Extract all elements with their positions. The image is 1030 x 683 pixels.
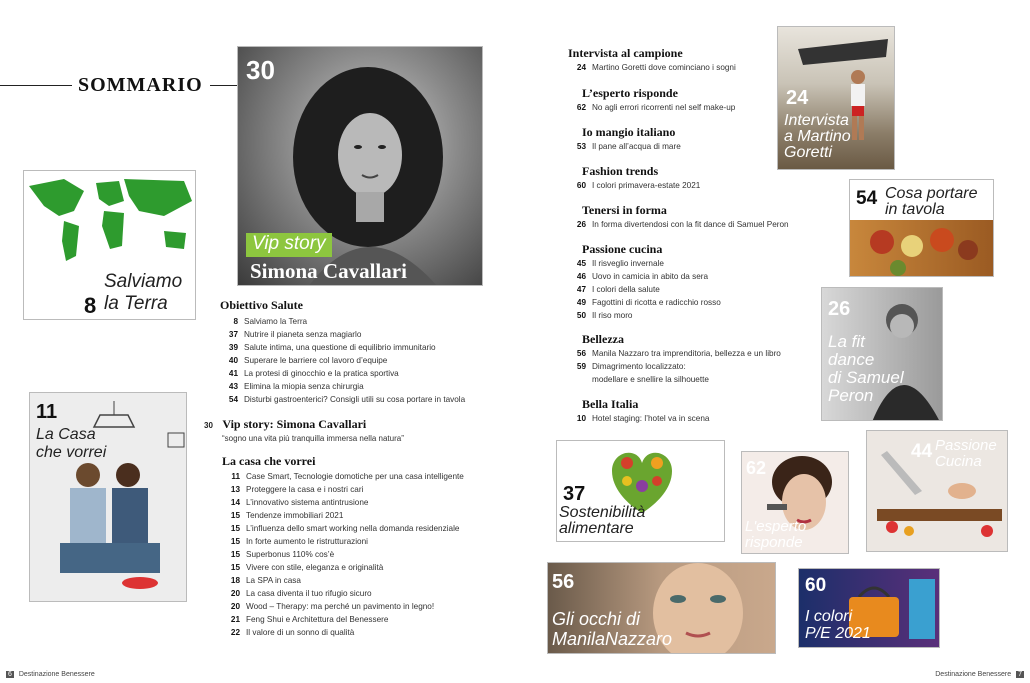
section-heading: Bella Italia xyxy=(582,397,639,411)
tile-esperto-number: 62 xyxy=(746,458,767,478)
world-map-icon xyxy=(24,171,196,271)
tile-casa-caption-1: La Casa xyxy=(36,426,96,443)
tile-fitdance-caption-1: La fit xyxy=(828,332,865,351)
section-items xyxy=(220,315,465,406)
tile-passione-cucina[interactable] xyxy=(866,430,1008,552)
toc-item[interactable]: 40 Superare le barriere col lavoro d’equipe xyxy=(228,356,388,365)
toc-item[interactable]: 18 La SPA in casa xyxy=(230,576,301,585)
toc-item[interactable]: 15 Tendenze immobiliari 2021 xyxy=(230,511,344,520)
section-io-mangio xyxy=(576,125,681,153)
toc-item[interactable]: 62 No agli errori ricorrenti nel self make-up xyxy=(576,103,736,112)
section-forma xyxy=(576,203,789,231)
tile-tavola-caption-2: in tavola xyxy=(885,201,945,218)
toc-item[interactable]: 47 I colori della salute xyxy=(576,285,660,294)
tile-esperto-caption-1: L'esperto xyxy=(745,518,807,535)
tile-esperto-risponde[interactable] xyxy=(741,451,849,554)
toc-item[interactable]: 10 Hotel staging: l’hotel va in scena xyxy=(576,414,710,423)
section-heading: Fashion trends xyxy=(582,164,659,178)
cover-name: Simona Cavallari xyxy=(250,259,407,283)
tile-martino-goretti[interactable] xyxy=(777,26,895,170)
header-rule-right xyxy=(210,85,238,86)
toc-item[interactable]: 54 Disturbi gastroenterici? Consigli utili su cosa portare in tavola xyxy=(228,395,466,404)
toc-item[interactable]: 41 La protesi di ginocchio e la pratica sportiva xyxy=(228,369,399,378)
tile-martino-caption-3: Goretti xyxy=(784,144,833,161)
couple-illustration xyxy=(30,393,187,602)
section-vip-story[interactable] xyxy=(204,415,404,443)
section-heading: Io mangio italiano xyxy=(582,125,676,139)
section-casa-che-vorrei xyxy=(222,454,464,639)
toc-item[interactable]: 39 Salute intima, una questione di equilibrio immunitario xyxy=(228,343,436,352)
tile-sostenibilita-caption-1: Sostenibilità xyxy=(559,504,646,521)
footer-label-left: Destinazione Benessere xyxy=(18,671,95,678)
section-obiettivo-salute xyxy=(220,298,465,406)
tile-colori-number: 60 xyxy=(805,575,827,596)
section-heading: L’esperto risponde xyxy=(582,86,678,100)
tile-esperto-caption-2: risponde xyxy=(745,534,803,551)
tile-passione-number: 44 xyxy=(911,441,933,462)
tile-occhi-caption-2: ManilaNazzaro xyxy=(552,629,673,649)
tile-sostenibilita-alimentare[interactable] xyxy=(556,440,725,542)
tile-cosa-portare-in-tavola[interactable] xyxy=(849,179,994,277)
section-passione-cucina xyxy=(576,242,721,322)
tile-casa-number: 11 xyxy=(36,401,58,423)
toc-item[interactable]: 15 L’influenza dello smart working nella domanda residenziale xyxy=(230,524,460,533)
cover-photo-simona[interactable] xyxy=(237,46,483,286)
toc-item[interactable]: 21 Feng Shui e Architettura del Benessere xyxy=(230,615,389,624)
section-items xyxy=(222,470,464,639)
tile-tavola-number: 54 xyxy=(856,188,878,209)
toc-item[interactable]: 59 Dimagrimento localizzato: xyxy=(576,362,686,371)
tile-martino-caption-1: Intervista xyxy=(784,112,849,129)
vip-heading: Vip story: Simona Cavallari xyxy=(222,417,367,431)
section-intervista xyxy=(568,46,768,74)
toc-item[interactable]: 11 Case Smart, Tecnologie domotiche per una casa intelligente xyxy=(231,472,464,481)
tile-earth-caption-1: Salviamo xyxy=(104,271,183,292)
toc-item[interactable]: modellare e snellire la silhouette xyxy=(592,375,709,384)
section-esperto xyxy=(576,86,736,114)
cover-number: 30 xyxy=(246,55,275,85)
tile-occhi-caption-1: Gli occhi di xyxy=(552,609,641,629)
tile-casa-caption-2: che vorrei xyxy=(36,444,107,461)
section-bella-italia xyxy=(576,397,710,425)
tile-martino-number: 24 xyxy=(786,87,809,109)
toc-item[interactable]: 60 I colori primavera-estate 2021 xyxy=(576,181,701,190)
tile-sostenibilita-number: 37 xyxy=(563,483,586,505)
toc-item[interactable]: 22 Il valore di un sonno di qualità xyxy=(230,628,355,637)
section-heading: Passione cucina xyxy=(582,242,663,256)
tile-fitdance-caption-4: Peron xyxy=(828,386,874,405)
footer-left xyxy=(6,671,95,678)
tile-fitdance-number: 26 xyxy=(828,298,851,320)
cover-tag: Vip story xyxy=(252,233,326,254)
toc-item[interactable]: 46 Uovo in camicia in abito da sera xyxy=(576,272,709,281)
section-fashion xyxy=(576,164,701,192)
section-heading: Tenersi in forma xyxy=(582,203,667,217)
tile-passione-caption-2: Cucina xyxy=(935,453,982,470)
vip-page-number: 30 xyxy=(204,421,213,430)
section-heading: Bellezza xyxy=(582,332,624,346)
toc-item[interactable]: 56 Manila Nazzaro tra imprenditoria, bellezza e un libro xyxy=(576,349,781,358)
footer-right xyxy=(935,671,1024,678)
page-title: SOMMARIO xyxy=(78,74,203,96)
tile-occhi-manila-nazzaro[interactable] xyxy=(547,562,776,654)
tile-martino-caption-2: a Martino xyxy=(784,128,851,145)
tile-fitdance-caption-3: di Samuel xyxy=(828,368,904,387)
toc-item[interactable]: 15 Vivere con stile, eleganza e originalità xyxy=(230,563,384,572)
section-bellezza xyxy=(576,332,781,386)
toc-item[interactable]: 20 Wood – Therapy: ma perché un pavimento in legno! xyxy=(230,602,435,611)
tile-colori-pe-2021[interactable] xyxy=(798,568,940,648)
tile-passione-caption-1: Passione xyxy=(935,437,997,454)
toc-item[interactable]: 45 Il risveglio invernale xyxy=(576,259,664,268)
toc-item[interactable]: 20 La casa diventa il tuo rifugio sicuro xyxy=(230,589,372,598)
section-heading: La casa che vorrei xyxy=(222,454,316,468)
tile-colori-caption-1: I colori xyxy=(805,608,853,625)
vip-quote: “sogno una vita più tranquilla immersa nella natura” xyxy=(222,434,404,443)
tile-fitdance-caption-2: dance xyxy=(828,350,875,369)
tile-colori-caption-2: P/E 2021 xyxy=(805,625,871,642)
header-rule-left xyxy=(0,85,72,86)
tile-tavola-caption-1: Cosa portare xyxy=(885,185,978,202)
toc-item[interactable]: 15 Superbonus 110% cos’è xyxy=(230,550,335,559)
toc-item[interactable]: 14 L’innovativo sistema antintrusione xyxy=(230,498,369,507)
footer-label-right: Destinazione Benessere xyxy=(935,671,1012,678)
toc-item[interactable]: 26 In forma divertendosi con la fit dance di Samuel Peron xyxy=(576,220,789,229)
spice-bowls-illustration xyxy=(850,220,994,277)
tile-salviamo-terra[interactable] xyxy=(23,170,196,320)
toc-item[interactable]: 15 In forte aumento le ristrutturazioni xyxy=(230,537,368,546)
toc-item[interactable]: 53 Il pane all’acqua di mare xyxy=(576,142,681,151)
section-heading: Intervista al campione xyxy=(568,46,683,60)
tile-earth-number: 8 xyxy=(84,293,97,318)
toc-item[interactable]: 8 Salviamo la Terra xyxy=(233,317,308,326)
toc-item[interactable]: 49 Fagottini di ricotta e radicchio rosso xyxy=(576,298,721,307)
page-number-right: 7 xyxy=(1018,671,1022,678)
toc-item[interactable]: 37 Nutrire il pianeta senza magiarlo xyxy=(228,330,362,339)
cover-tag-badge xyxy=(246,233,332,257)
tile-casa-che-vorrei[interactable] xyxy=(29,392,187,602)
toc-item[interactable]: 43 Elimina la miopia senza chirurgia xyxy=(228,382,364,391)
tile-occhi-number: 56 xyxy=(552,571,575,593)
tile-sostenibilita-caption-2: alimentare xyxy=(559,520,634,537)
page-number-left: 6 xyxy=(8,671,12,678)
section-heading: Obiettivo Salute xyxy=(220,298,303,312)
toc-item[interactable]: 24 Martino Goretti dove cominciano i sogni xyxy=(576,63,736,72)
tile-fit-dance[interactable] xyxy=(821,287,943,421)
toc-item[interactable]: 13 Proteggere la casa e i nostri cari xyxy=(230,485,364,494)
toc-item[interactable]: 50 Il riso moro xyxy=(576,311,633,320)
spices-photo xyxy=(850,220,994,277)
tile-earth-caption-2: la Terra xyxy=(104,293,168,314)
